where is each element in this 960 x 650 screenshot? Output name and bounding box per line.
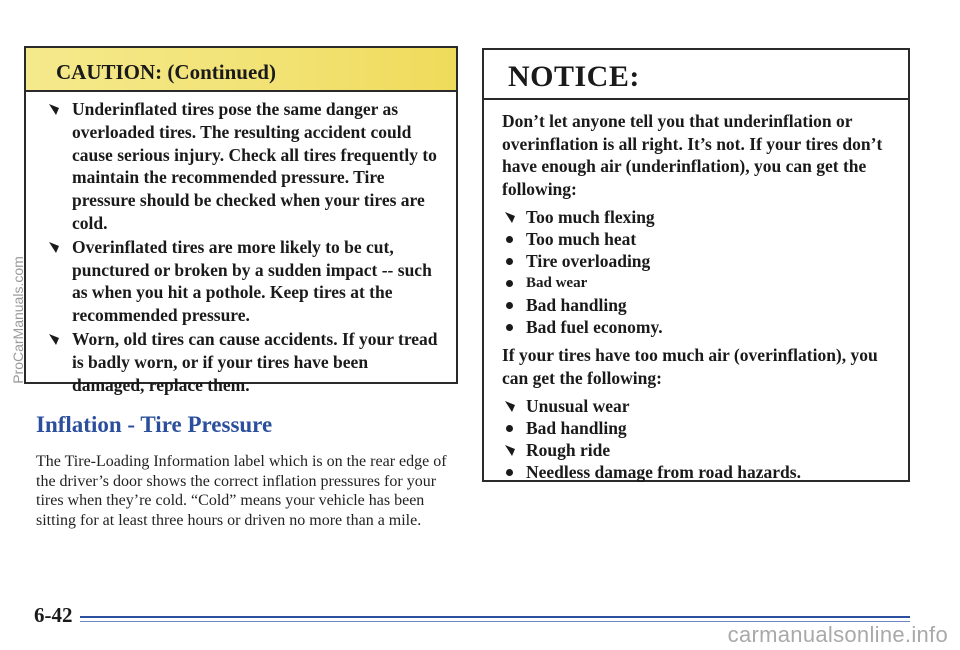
watermark-left-text: ProCarManuals.com — [10, 256, 26, 384]
caution-item — [44, 236, 440, 327]
arrow-bullet-icon — [504, 443, 517, 457]
list-item-text: Bad handling — [526, 295, 627, 315]
notice-header: NOTICE: — [484, 50, 908, 100]
list-item — [502, 395, 890, 417]
caution-item — [44, 98, 440, 235]
notice-middle: If your tires have too much air (overinflation), you can get the following: — [502, 345, 878, 388]
list-item — [502, 206, 890, 228]
arrow-bullet-icon — [504, 399, 517, 413]
notice-body — [484, 100, 908, 483]
list-item — [502, 417, 890, 439]
dot-bullet-icon — [506, 258, 513, 265]
list-item-text: Too much flexing — [526, 207, 655, 227]
caution-header: CAUTION: (Continued) — [26, 48, 456, 92]
list-item — [502, 250, 890, 272]
arrow-bullet-icon — [504, 210, 517, 224]
list-item-text: Rough ride — [526, 440, 611, 460]
footer-rule — [80, 616, 910, 618]
list-item-text: Bad wear — [526, 275, 588, 291]
arrow-bullet-icon — [48, 102, 61, 116]
caution-list — [26, 92, 456, 396]
list-item-text: Too much heat — [526, 229, 637, 249]
caution-item-text: Overinflated tires are more likely to be cut, punctured or broken by a sudden impact -- such as when you hit a pothole. Keep tires at the recommended pressure. — [72, 236, 432, 326]
list-item — [502, 461, 890, 483]
list-item — [502, 272, 890, 294]
notice-intro: Don’t let anyone tell you that underinflation or overinflation is all right. It’s not. If your tires don’t have enough air (underinflation), you can get the following: — [502, 111, 883, 199]
list-item-text: Tire overloading — [526, 251, 651, 271]
list-item-text: Needless damage from road hazards. — [526, 462, 801, 482]
list-item — [502, 294, 890, 316]
underinflation-list — [502, 206, 890, 338]
arrow-bullet-icon — [48, 332, 61, 346]
dot-bullet-icon — [506, 425, 513, 432]
dot-bullet-icon — [506, 236, 513, 243]
caution-item-text: Worn, old tires can cause accidents. If your tread is badly worn, or if your tires have been damaged, replace them. — [72, 328, 438, 395]
watermark-left — [8, 170, 28, 470]
dot-bullet-icon — [506, 302, 513, 309]
caution-box — [24, 46, 458, 395]
overinflation-list — [502, 395, 890, 483]
inflation-paragraph: The Tire-Loading Information label which is on the rear edge of the driver’s door shows the correct inflation pressures for your tires when they’re cold. “Cold” means your vehicle has been sitting for at least three hours or driven no more than a mile. — [36, 453, 447, 529]
list-item-text: Unusual wear — [526, 396, 630, 416]
dot-bullet-icon — [506, 469, 513, 476]
notice-box — [482, 48, 910, 482]
list-item-text: Bad handling — [526, 418, 627, 438]
page-number: 6-42 — [34, 603, 73, 627]
list-item — [502, 316, 890, 338]
watermark-bottom: carmanualsonline.info — [727, 622, 948, 647]
arrow-bullet-icon — [48, 240, 61, 254]
list-item — [502, 228, 890, 250]
dot-bullet-icon — [506, 280, 513, 287]
caution-item — [44, 328, 440, 396]
section-heading: Inflation - Tire Pressure — [36, 412, 273, 437]
dot-bullet-icon — [506, 324, 513, 331]
caution-item-text: Underinflated tires pose the same danger as overloaded tires. The resulting accident could cause serious injury. Check all tires frequently to maintain the recommended pressure. Tire pressure should be checked when your tires are cold. — [72, 99, 437, 233]
list-item-text: Bad fuel economy. — [526, 317, 663, 337]
list-item — [502, 439, 890, 461]
